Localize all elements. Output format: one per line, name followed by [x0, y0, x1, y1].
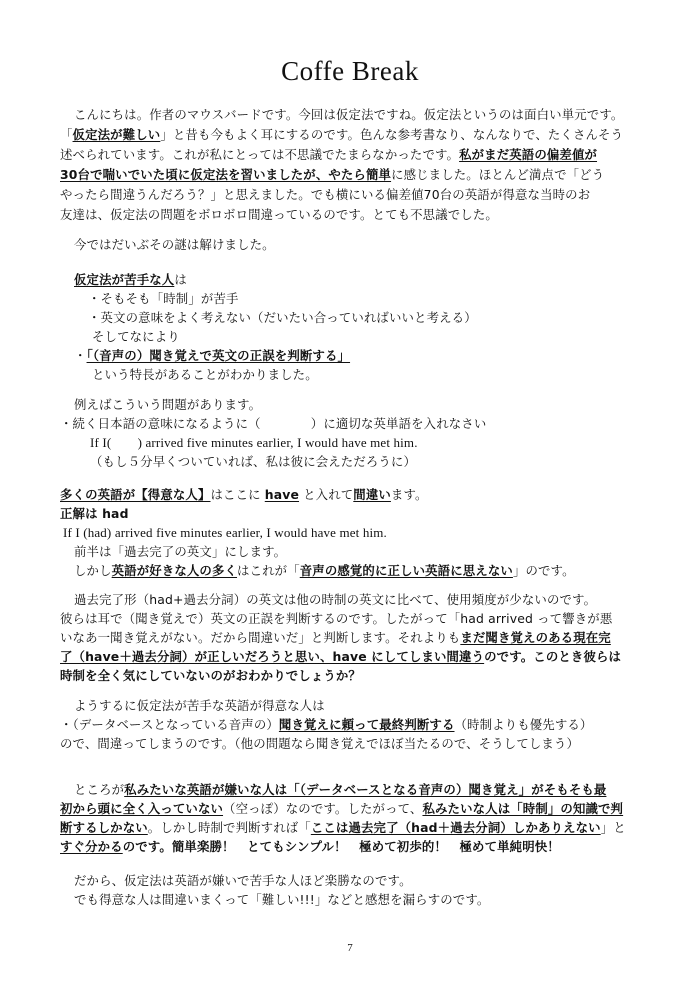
contrast-line-2: 初から頭に全く入っていない（空っぽ）なのです。したがって、私みたいな人は「時制」の知識で判	[60, 801, 624, 816]
trait-conclusion: という特長があることがわかりました。	[92, 367, 318, 382]
trait-item: ・英文の意味をよく考えない（だいたい合っていればいいと考える）	[88, 310, 477, 325]
past-perfect-line-2: 彼らは耳で（聞き覚えで）英文の正誤を判断するのです。したがって「had arrived って響きが悪	[60, 611, 613, 626]
answer-sentence: If I (had) arrived five minutes earlier, I would have met him.	[63, 525, 387, 540]
intro-line-5: やったら間違うんだろう？」と思えました。でも横にいる偏差値70台の英語が得意な当時のお	[60, 187, 591, 202]
underlined-phrase: 仮定法が難しい	[72, 127, 161, 142]
riddle-solved-line: 今ではだいぶその謎は解けました。	[74, 237, 275, 252]
summary-line-3: ので、間違ってしまうのです。（他の問題なら聞き覚えでほぼ当たるので、そうしてしまう）	[60, 736, 580, 751]
example-instruction: ・続く日本語の意味になるように（ ）に適切な英単語を入れなさい	[60, 416, 487, 431]
trait-item: ・「（音声の）聞き覚えで英文の正誤を判断する」	[74, 348, 351, 363]
underlined-phrase: 30台で喘いでいた頃に仮定法を習いましたが、やたら簡単	[60, 167, 392, 182]
summary-line-2: ・（データベースとなっている音声の）聞き覚えに頼って最終判断する（時制よりも優先する）	[60, 717, 593, 732]
past-perfect-line-5: 時制を全く気にしていないのがおわかりでしょうか？	[60, 668, 361, 683]
answer-line-4: 前半は「過去完了の英文」にします。	[74, 544, 287, 559]
intro-line-4: 30台で喘いでいた頃に仮定法を習いましたが、やたら簡単に感じました。ほとんど満点で「どう	[60, 167, 605, 182]
contrast-line-1: ところが私みたいな英語が嫌いな人は「（データベースとなる音声の）聞き覚え」がそもそも最	[74, 782, 607, 797]
trait-item: そしてなにより	[92, 329, 180, 344]
answer-correct: 正解は had	[60, 506, 129, 521]
traits-heading: 仮定法が苦手な人は	[74, 272, 187, 287]
contrast-line-4: すぐ分かるのです。簡単楽勝！ とてもシンプル！ 極めて初歩的！ 極めて単純明快！	[60, 839, 560, 854]
page-number: 7	[347, 942, 353, 954]
summary-line-1: ようするに仮定法が苦手な英語が得意な人は	[74, 698, 325, 713]
answer-line-5: しかし英語が好きな人の多くはこれが「音声の感覚的に正しい英語に思えない」のです。	[74, 563, 575, 578]
underlined-phrase: 私がまだ英語の偏差値が	[459, 147, 598, 162]
example-sentence: If I( ) arrived five minutes earlier, I would have met him.	[90, 435, 418, 450]
trait-item: ・そもそも「時制」が苦手	[88, 291, 239, 306]
answer-line-1: 多くの英語が【得意な人】はここに have と入れて間違います。	[60, 487, 428, 502]
page-title: Coffe Break	[281, 56, 419, 86]
past-perfect-line-1: 過去完了形（had+過去分詞）の英文は他の時制の英文に比べて、使用頻度が少ないのです。	[74, 592, 597, 607]
intro-line-6: 友達は、仮定法の問題をボロボロ間違っているのです。とても不思議でした。	[60, 207, 498, 222]
closing-line-1: だから、仮定法は英語が嫌いで苦手な人ほど楽勝なのです。	[74, 873, 412, 888]
intro-line-2: 「仮定法が難しい」と昔も今もよく耳にするのです。色んな参考書なり、なんなりで、たくさんそう	[60, 127, 624, 142]
past-perfect-line-4: 了（have＋過去分詞）が正しいだろうと思い、have にしてしまい間違うのです。このとき彼らは	[60, 649, 622, 664]
example-intro: 例えばこういう問題があります。	[74, 397, 262, 412]
contrast-line-3: 断するしかない。しかし時制で判断すれば「ここは過去完了（had＋過去分詞）しかありえない」と	[60, 820, 626, 835]
closing-line-2: でも得意な人は間違いまくって「難しい!!!」などと感想を漏らすのです。	[74, 892, 490, 907]
example-translation: （もし５分早くついていれば、私は彼に会えただろうに）	[90, 454, 417, 469]
intro-line-3: 述べられています。これが私にとっては不思議でたまらなかったです。私がまだ英語の偏差値が	[60, 147, 598, 162]
intro-line-1: こんにちは。作者のマウスバードです。今回は仮定法ですね。仮定法というのは面白い単元です。	[74, 107, 624, 122]
past-perfect-line-3: いなあ一聞き覚えがない。だから間違いだ」と判断します。それよりもまだ聞き覚えのある現在完	[60, 630, 611, 645]
